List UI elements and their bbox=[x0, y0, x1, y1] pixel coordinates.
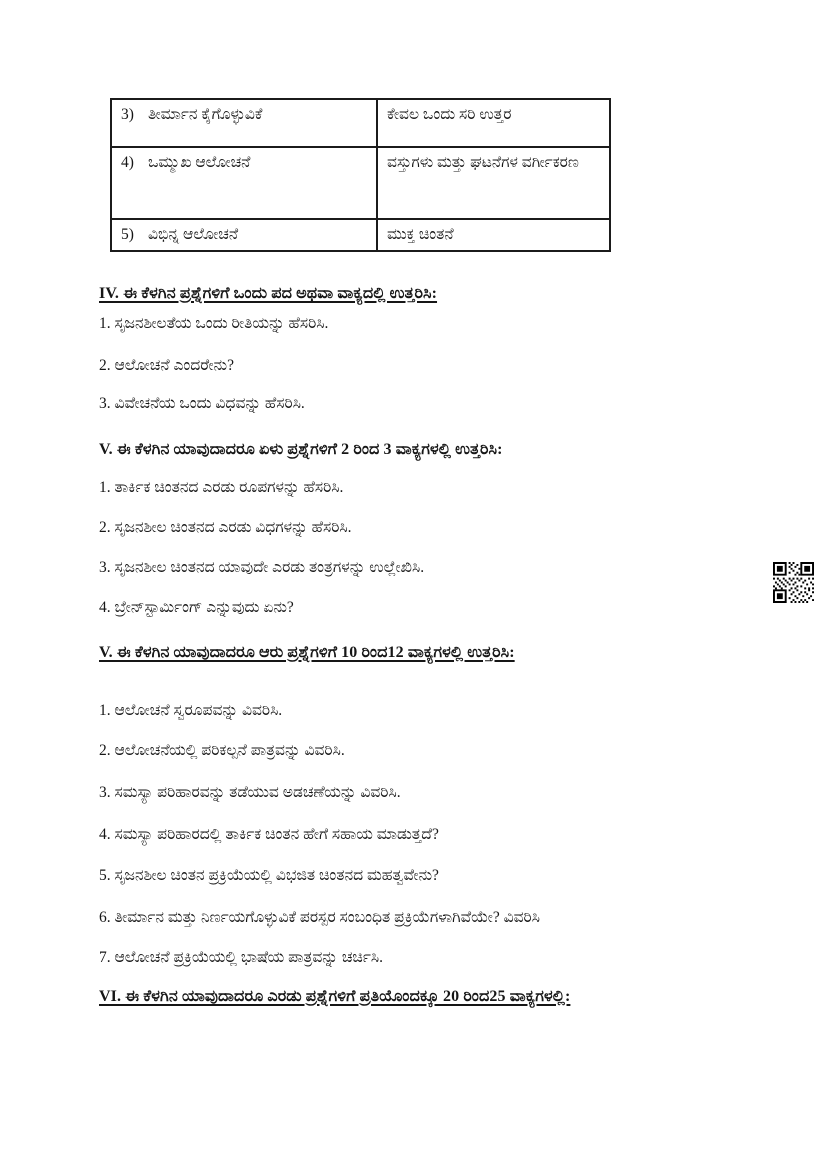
section-v2-question-4: 4. ಸಮಸ್ಯಾ ಪರಿಹಾರದಲ್ಲಿ ತಾರ್ಕಿಕ ಚಿಂತನ ಹೇಗೆ ಸಹಾಯ ಮಾಡುತ್ತದೆ? bbox=[99, 826, 439, 843]
section-iv-question-1: 1. ಸೃಜನಶೀಲತೆಯ ಒಂದು ರೀತಿಯನ್ನು ಹೆಸರಿಸಿ. bbox=[99, 315, 329, 332]
section-v1-question-1: 1. ತಾರ್ಕಿಕ ಚಿಂತನದ ಎರಡು ರೂಪಗಳನ್ನು ಹೆಸರಿಸಿ. bbox=[99, 479, 344, 496]
table-cell-match: ಮುಕ್ತ ಚಿಂತನೆ bbox=[377, 219, 610, 251]
matching-table bbox=[110, 98, 611, 252]
section-v2-question-1: 1. ಆಲೋಚನೆ ಸ್ವರೂಪವನ್ನು ವಿವರಿಸಿ. bbox=[99, 702, 283, 719]
section-vi-heading: VI. ಈ ಕೆಳಗಿನ ಯಾವುದಾದರೂ ಎರಡು ಪ್ರಶ್ನೆಗಳಿಗೆ ಪ್ರತಿಯೊಂದಕ್ಕೂ 20 ರಿಂದ25 ವಾಕ್ಯಗಳಲ್ಲಿ: bbox=[99, 988, 571, 1005]
section-v2-question-6: 6. ತೀರ್ಮಾನ ಮತ್ತು ನಿರ್ಣಯಗೊಳ್ಳುವಿಕೆ ಪರಸ್ಪರ ಸಂಬಂಧಿತ ಪ್ರಕ್ರಿಯೆಗಳಾಗಿವೆಯೇ? ವಿವರಿಸಿ bbox=[99, 909, 540, 926]
item-number: 4) bbox=[121, 154, 134, 171]
section-v1-question-3: 3. ಸೃಜನಶೀಲ ಚಿಂತನದ ಯಾವುದೇ ಎರಡು ತಂತ್ರಗಳನ್ನು ಉಲ್ಲೇಖಿಸಿ. bbox=[99, 559, 425, 576]
item-number: 5) bbox=[121, 226, 134, 243]
section-v2-question-3: 3. ಸಮಸ್ಯಾ ಪರಿಹಾರವನ್ನು ತಡೆಯುವ ಅಡಚಣೆಯನ್ನು ವಿವರಿಸಿ. bbox=[99, 784, 401, 801]
section-iv-question-3: 3. ವಿವೇಚನೆಯ ಒಂದು ವಿಧವನ್ನು ಹೆಸರಿಸಿ. bbox=[99, 395, 305, 412]
section-v1-question-2: 2. ಸೃಜನಶೀಲ ಚಿಂತನದ ಎರಡು ವಿಧಗಳನ್ನು ಹೆಸರಿಸಿ. bbox=[99, 519, 352, 536]
table-cell-item bbox=[111, 99, 377, 147]
table-row bbox=[111, 219, 610, 251]
section-v1-question-4: 4. ಬ್ರೇನ್‌ಸ್ಟಾರ್ಮಿಂಗ್ ಎನ್ನುವುದು ಏನು? bbox=[99, 599, 294, 616]
item-number: 3) bbox=[121, 106, 134, 123]
section-v1-heading: V. ಈ ಕೆಳಗಿನ ಯಾವುದಾದರೂ ಏಳು ಪ್ರಶ್ನೆಗಳಿಗೆ 2 ರಿಂದ 3 ವಾಕ್ಯಗಳಲ್ಲಿ ಉತ್ತರಿಸಿ: bbox=[99, 441, 503, 458]
table-cell-item bbox=[111, 147, 377, 219]
table-cell-match: ವಸ್ತುಗಳು ಮತ್ತು ಘಟನೆಗಳ ವರ್ಗೀಕರಣ bbox=[377, 147, 610, 219]
qr-code-icon bbox=[772, 562, 815, 603]
table-cell-item bbox=[111, 219, 377, 251]
item-text: ತೀರ್ಮಾನ ಕೈಗೊಳ್ಳುವಿಕೆ bbox=[148, 106, 263, 123]
section-v2-question-2: 2. ಆಲೋಚನೆಯಲ್ಲಿ ಪರಿಕಲ್ಪನೆ ಪಾತ್ರವನ್ನು ವಿವರಿಸಿ. bbox=[99, 742, 345, 759]
section-iv-question-2: 2. ಆಲೋಚನೆ ಎಂದರೇನು? bbox=[99, 357, 234, 374]
table-row bbox=[111, 99, 610, 147]
section-v2-question-7: 7. ಆಲೋಚನೆ ಪ್ರಕ್ರಿಯೆಯಲ್ಲಿ ಭಾಷೆಯ ಪಾತ್ರವನ್ನು ಚರ್ಚಿಸಿ. bbox=[99, 949, 383, 966]
table-cell-match: ಕೇವಲ ಒಂದು ಸರಿ ಉತ್ತರ bbox=[377, 99, 610, 147]
section-v2-question-5: 5. ಸೃಜನಶೀಲ ಚಿಂತನ ಪ್ರಕ್ರಿಯೆಯಲ್ಲಿ ವಿಭಜಿತ ಚಿಂತನದ ಮಹತ್ವವೇನು? bbox=[99, 867, 439, 884]
item-text: ವಿಭಿನ್ನ ಆಲೋಚನೆ bbox=[148, 226, 239, 243]
table-row bbox=[111, 147, 610, 219]
section-v2-heading: V. ಈ ಕೆಳಗಿನ ಯಾವುದಾದರೂ ಆರು ಪ್ರಶ್ನೆಗಳಿಗೆ 10 ರಿಂದ12 ವಾಕ್ಯಗಳಲ್ಲಿ ಉತ್ತರಿಸಿ: bbox=[99, 644, 515, 661]
section-iv-heading: IV. ಈ ಕೆಳಗಿನ ಪ್ರಶ್ನೆಗಳಿಗೆ ಒಂದು ಪದ ಅಥವಾ ವಾಕ್ಯದಲ್ಲಿ ಉತ್ತರಿಸಿ: bbox=[99, 285, 438, 302]
item-text: ಒಮ್ಮುಖ ಆಲೋಚನೆ bbox=[148, 154, 251, 171]
